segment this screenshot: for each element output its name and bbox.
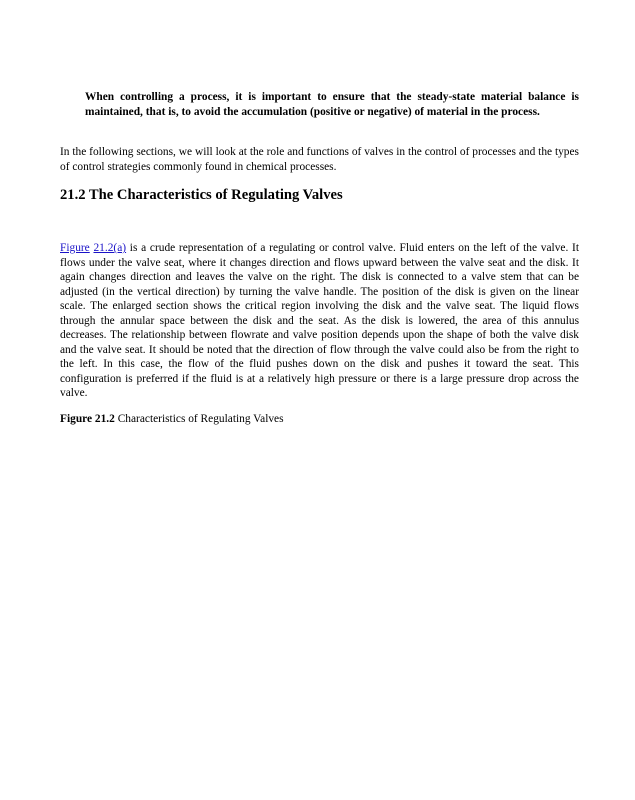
intro-paragraph: In the following sections, we will look at the role and functions of valves in the control of processes and the types of control strategies commonly found in chemical processes. xyxy=(60,146,579,174)
figure-caption-label: Figure 21.2 xyxy=(60,413,115,425)
figure-caption-text: Characteristics of Regulating Valves xyxy=(114,413,284,425)
figure-link[interactable]: Figure xyxy=(60,242,90,254)
callout-note: When controlling a process, it is important to ensure that the steady-state material balance is maintained, that is, to avoid the accumulation (positive or negative) of material in the process. xyxy=(85,91,579,118)
body-text: is a crude representation of a regulating or control valve. Fluid enters on the left of the valve. It flows under the valve seat, where it changes direction and flows upward between the valve seat and the disk. It again changes direction and leaves the valve on the right. The disk is connected to a valve stem that can be adjusted (in the vertical direction) by turning the valve handle. The position of the disk is given on the linear scale. The enlarged section shows the critical region involving the disk and the valve seat. The liquid flows through the annular space between the disk and the seat. As the disk is lowered, the area of this annulus decreases. The relationship between flowrate and valve position depends upon the shape of both the valve disk and the valve seat. It should be noted that the direction of flow through the valve could also be from the right to the left. In this case, the flow of the fluid pushes down on the disk and pushes it toward the seat. This configuration is preferred if the fluid is at a relatively high pressure or there is a large pressure drop across the valve. xyxy=(60,242,579,399)
body-paragraph xyxy=(60,241,579,401)
section-heading: 21.2 The Characteristics of Regulating Valves xyxy=(60,187,343,203)
figure-caption xyxy=(60,412,284,427)
figure-ref-link[interactable]: 21.2(a) xyxy=(93,242,127,254)
